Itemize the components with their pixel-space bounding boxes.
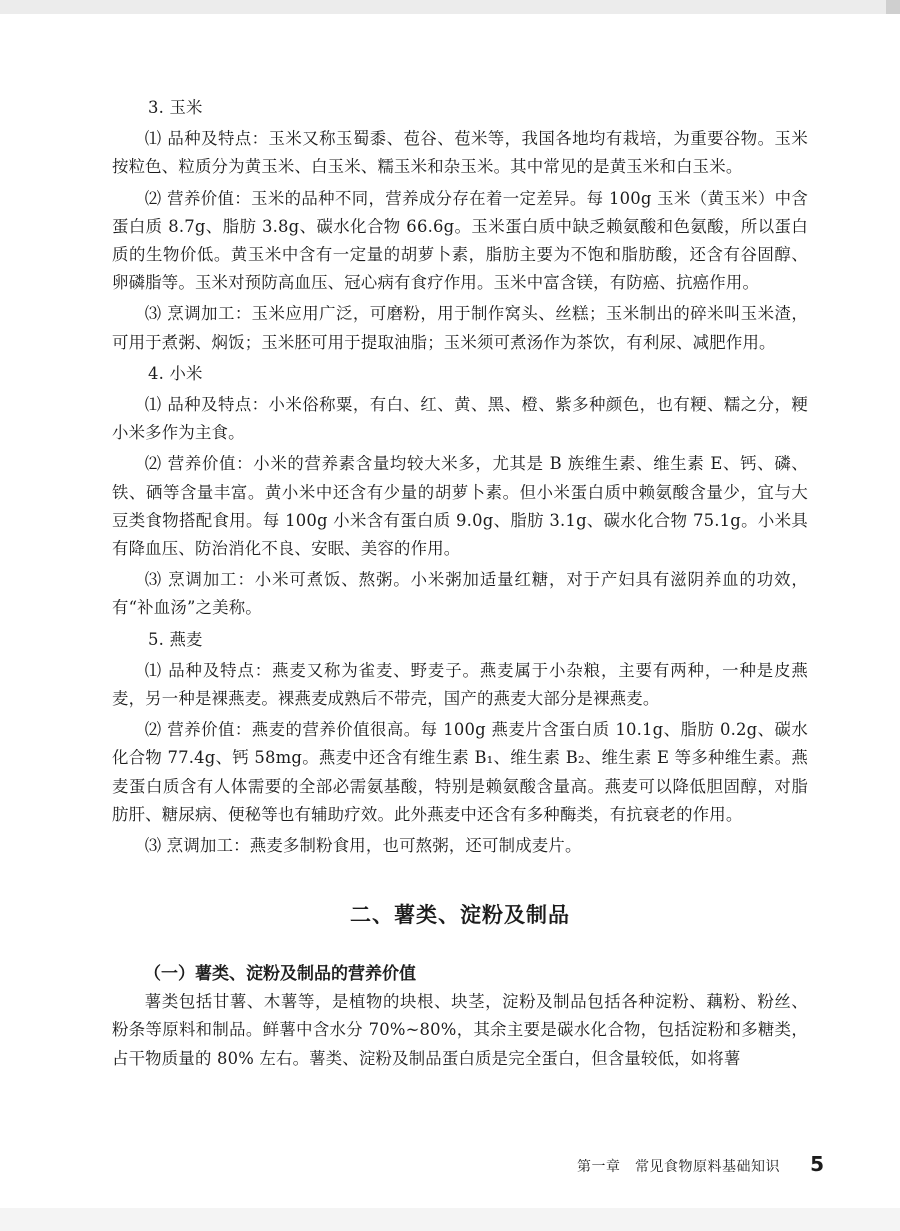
page-footer (0, 1152, 900, 1182)
tubers-paragraph: 薯类包括甘薯、木薯等，是植物的块根、块茎，淀粉及制品包括各种淀粉、藕粉、粉丝、粉条等原料和制品。鲜薯中含水分 70%~80%，其余主要是碳水化合物，包括淀粉和多糖类，占干物质量的 80% 左右。薯类、淀粉及制品蛋白质是完全蛋白，但含量较低，如将薯 (112, 992, 808, 1068)
corn-variety-paragraph: ⑴ 品种及特点：玉米又称玉蜀黍、苞谷、苞米等，我国各地均有栽培，为重要谷物。玉米按粒色、粒质分为黄玉米、白玉米、糯玉米和杂玉米。其中常见的是黄玉米和白玉米。 (112, 129, 808, 177)
millet-nutrition-paragraph: ⑵ 营养价值：小米的营养素含量均较大米多，尤其是 B 族维生素、维生素 E、钙、磷、铁、硒等含量丰富。黄小米中还含有少量的胡萝卜素。但小米蛋白质中赖氨酸含量少，宜与大豆类食物搭配食用。每 100g 小米含有蛋白质 9.0g、脂肪 3.1g、碳水化合物 75.1g。小米具有降血压、防治消化不良、安眠、美容的作用。 (112, 454, 808, 559)
millet-cooking-paragraph: ⑶ 烹调加工：小米可煮饭、熬粥。小米粥加适量红糖，对于产妇具有滋阴养血的功效，有“补血汤”之美称。 (112, 570, 808, 618)
subsection-title: （一）薯类、淀粉及制品的营养价值 (144, 964, 416, 985)
page-number: 5 (810, 1152, 824, 1176)
page-body (112, 94, 808, 1073)
oats-cooking-paragraph: ⑶ 烹调加工：燕麦多制粉食用，也可熬粥，还可制成麦片。 (144, 836, 582, 856)
section-millet-title: 4. 小米 (148, 363, 203, 383)
top-scan-edge (0, 0, 900, 14)
oats-variety-paragraph: ⑴ 品种及特点：燕麦又称为雀麦、野麦子。燕麦属于小杂粮，主要有两种，一种是皮燕麦，另一种是裸燕麦。裸燕麦成熟后不带壳，国产的燕麦大部分是裸燕麦。 (112, 660, 808, 709)
bottom-scan-edge (0, 1208, 900, 1231)
corn-nutrition-paragraph: ⑵ 营养价值：玉米的品种不同，营养成分存在着一定差异。每 100g 玉米（黄玉米）中含蛋白质 8.7g、脂肪 3.8g、碳水化合物 66.6g。玉米蛋白质中缺乏赖氨酸和色氨酸，所以蛋白质的生物价低。黄玉米中含有一定量的胡萝卜素，脂肪主要为不饱和脂肪酸，还含有谷固醇、卵磷脂等。玉米对预防高血压、冠心病有食疗作用。玉米中富含镁，有防癌、抗癌作用。 (112, 188, 808, 293)
section-corn-title: 3. 玉米 (148, 98, 203, 117)
corn-cooking-paragraph: ⑶ 烹调加工：玉米应用广泛，可磨粉，用于制作窝头、丝糕；玉米制出的碎米叫玉米渣，可用于煮粥、焖饭；玉米胚可用于提取油脂；玉米须可煮汤作为茶饮，有利尿、减肥作用。 (112, 304, 808, 352)
section-oats-title: 5. 燕麦 (148, 629, 203, 649)
running-footer-chapter: 第一章 常见食物原料基础知识 (577, 1159, 780, 1175)
millet-variety-paragraph: ⑴ 品种及特点：小米俗称粟，有白、红、黄、黑、橙、紫多种颜色，也有粳、糯之分，粳小米多作为主食。 (112, 395, 808, 443)
oats-nutrition-paragraph: ⑵ 营养价值：燕麦的营养价值很高。每 100g 燕麦片含蛋白质 10.1g、脂肪 0.2g、碳水化合物 77.4g、钙 58mg。燕麦中还含有维生素 B₁、维生素 B₂、维生素 E 等多种维生素。燕麦蛋白质含有人体需要的全部必需氨基酸，特别是赖氨酸含量高。燕麦可以降低胆固醇，对脂肪肝、糖尿病、便秘等也有辅助疗效。此外燕麦中还含有多种酶类，有抗衰老的作用。 (112, 720, 808, 824)
chapter-heading: 二、薯类、淀粉及制品 (350, 903, 570, 928)
corner-mark (886, 0, 900, 14)
